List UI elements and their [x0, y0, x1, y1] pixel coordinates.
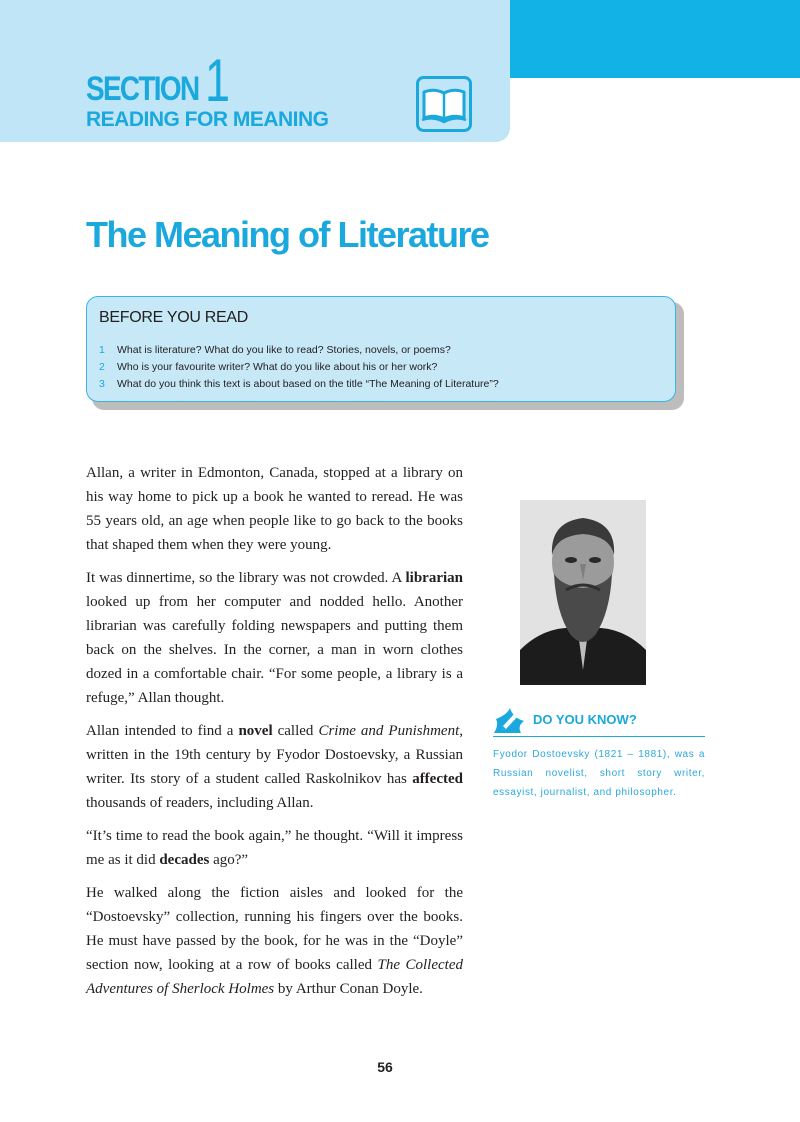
section-label: SECTION	[86, 70, 199, 108]
question-number: 3	[99, 378, 105, 390]
question-number: 1	[99, 344, 105, 356]
paragraph-text: thousands of readers, including Allan.	[86, 795, 314, 811]
paragraph-text: ago?”	[209, 852, 249, 868]
question-text: What do you think this text is about based on the title “The Meaning of Literature”?	[117, 378, 499, 390]
paragraph-4	[86, 824, 463, 872]
open-book-icon	[416, 76, 472, 132]
paragraph-text: “It’s time to read the book again,” he thought. “Will it impress me as it did	[86, 828, 463, 868]
portrait-photo	[520, 500, 646, 685]
pencil-icon	[493, 704, 527, 734]
header-corner-block	[510, 0, 800, 78]
section-number: 1	[205, 47, 231, 114]
paragraph-5	[86, 881, 463, 1001]
paragraph-text: by Arthur Conan Doyle.	[274, 981, 423, 997]
question-item	[99, 376, 499, 393]
question-list	[99, 342, 499, 393]
reading-passage	[86, 461, 463, 1010]
before-you-read-heading: BEFORE YOU READ	[99, 309, 249, 326]
vocab-word-decades: decades	[159, 852, 210, 868]
question-item	[99, 359, 499, 376]
question-text: What is literature? What do you like to read? Stories, novels, or poems?	[117, 344, 451, 356]
question-item	[99, 342, 499, 359]
paragraph-text: looked up from her computer and nodded hello. Another librarian was carefully folding newspapers and putting them back on the shelves. In the corner, a man in worn clothes dozed in a comfortable chair. “For some people, a library is a refuge,” Allan thought.	[86, 594, 463, 706]
vocab-word-affected: affected	[412, 771, 463, 787]
question-text: Who is your favourite writer? What do you like about his or her work?	[117, 361, 438, 373]
do-you-know-text: Fyodor Dostoevsky (1821 – 1881), was a Russian novelist, short story writer, essayist, journalist, and philosopher.	[493, 749, 705, 798]
book-title-sherlock-holmes: The Collected Adventures of Sherlock Holmes	[86, 957, 463, 997]
question-number: 2	[99, 361, 105, 373]
vocab-word-novel: novel	[238, 723, 273, 739]
paragraph-text: It was dinnertime, so the library was not crowded. A	[86, 570, 406, 586]
vocab-word-librarian: librarian	[405, 570, 463, 586]
paragraph-1	[86, 461, 463, 557]
paragraph-text: He walked along the fiction aisles and looked for the “Dostoevsky” collection, running his fingers over the books. He must have passed by the book, for he was in the “Doyle” section now, looking at a row of books called	[86, 885, 463, 973]
paragraph-text: , written in the 19th century by Fyodor Dostoevsky, a Russian writer. Its story of a student called Raskolnikov has	[86, 723, 464, 787]
book-title-crime-and-punishment: Crime and Punishment	[318, 723, 460, 739]
paragraph-text: Allan intended to find a	[86, 723, 239, 739]
paragraph-text: called	[272, 723, 319, 739]
do-you-know-heading: DO YOU KNOW?	[533, 712, 637, 727]
paragraph-text: Allan, a writer in Edmonton, Canada, stopped at a library on his way home to pick up a book he wanted to reread. He was 55 years old, an age when people like to go back to the books that shaped them when they were young.	[86, 465, 463, 553]
page-title: The Meaning of Literature	[86, 214, 489, 255]
page-number: 56	[377, 1059, 393, 1075]
do-you-know-divider	[493, 736, 705, 737]
section-subtitle: READING FOR MEANING	[86, 108, 329, 131]
paragraph-3	[86, 719, 463, 815]
paragraph-2	[86, 566, 463, 710]
before-you-read-box	[86, 296, 676, 402]
